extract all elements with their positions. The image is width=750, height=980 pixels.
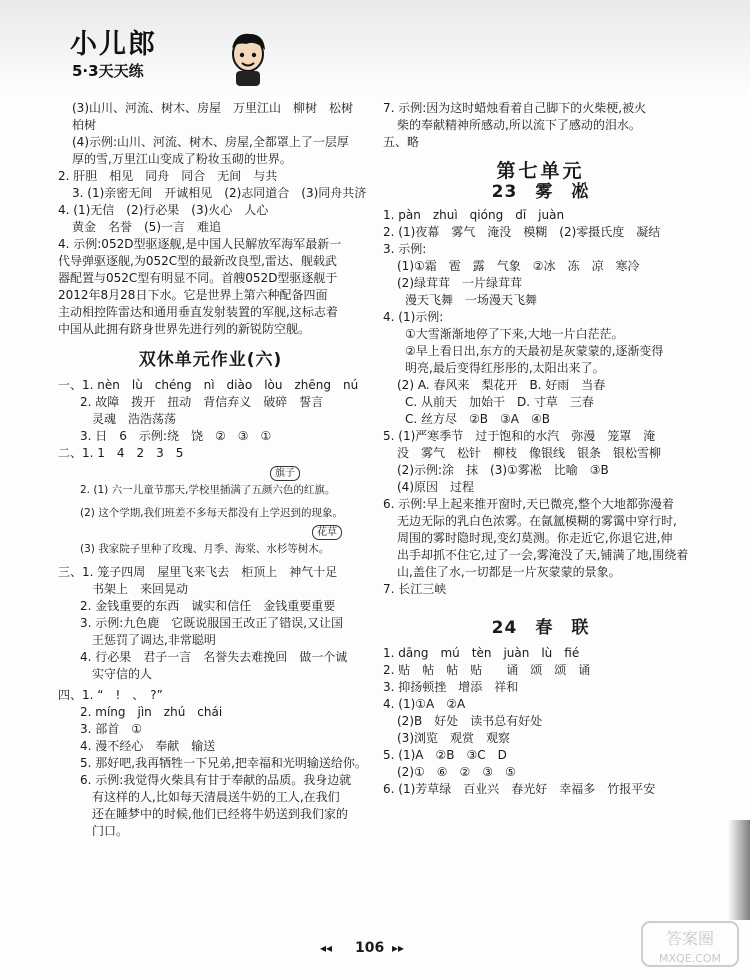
answer-line: 柏树 [72,118,97,132]
svg-text:答案圈: 答案圈 [665,929,715,948]
answer-line: 代导弹驱逐舰,为052C型的最新改良型,雷达、舰载武 [58,254,337,268]
answer-line: 6. 示例:我觉得火柴具有甘于奉献的品质。我身边就 [80,773,352,787]
answer-line: 5. 那好吧,我再牺牲一下兄弟,把幸福和光明输送给你。 [80,756,367,770]
answer-line: (2)示例:涂 抹 (3)①雾凇 比喻 ③B [397,463,609,477]
answer-line: 2. 肝胆 相见 同舟 同合 无间 与共 [58,169,278,183]
answer-line: 2. (1)夜幕 雾气 淹没 模糊 (2)零摄氏度 凝结 [383,225,661,239]
answer-line: (2)B 好处 读书总有好处 [397,714,543,728]
answer-line: (3) 我家院子里种了玫瑰、月季、海棠、水杉等树木。 [80,543,330,555]
page-number: 106 [355,940,385,956]
answer-line: 6. 示例:早上起来推开窗时,天已微亮,整个大地都弥漫着 [383,497,674,511]
prev-page-arrows-icon: ◂◂ [320,941,333,955]
answer-line: 周围的雾时隐时现,变幻莫测。你走近它,你退它进,伸 [397,531,673,545]
answer-line: 4. 行必果 君子一言 名誉失去难挽回 做一个诚 [80,650,348,664]
answer-line: 明亮,最后变得红彤彤的,太阳出来了。 [405,361,605,375]
answer-line: 没 雾气 松针 柳枝 像银线 银条 银松雪柳 [397,446,662,460]
answer-line: 3. 抑扬顿挫 增添 祥和 [383,680,519,694]
answer-line: 1. dāng mú tèn juàn lù fié [383,646,580,660]
answer-line: 1. pàn zhuì qióng dī juàn [383,208,565,222]
answer-line: 3. (1)亲密无间 开诚相见 (2)志同道合 (3)同舟共济 [72,186,367,200]
answer-line: C. 丝方尽 ②B ③A ④B [405,412,550,426]
answer-line: 实守信的人 [92,667,153,681]
answer-line: 4. (1)①A ②A [383,697,466,711]
answer-line: 2. 金钱重要的东西 诚实和信任 金钱重要重要 [80,599,336,613]
answer-line: 二、1. 1 4 2 3 5 [58,446,184,460]
lesson-title: 23 雾 凇 [491,182,590,202]
answer-line: (2)绿茸茸 一片绿茸茸 [397,276,522,290]
answer-line: (2) 这个学期,我们班差不多每天都没有上学迟到的现象。 [80,507,344,519]
answer-line: 有这样的人,比如每天清晨送牛奶的工人,在我们 [92,790,340,804]
correction-note: 花草 [312,525,342,540]
answer-line: 4. 示例:052D型驱逐舰,是中国人民解放军海军最新一 [58,237,342,251]
answer-line: (3)浏览 观赏 观察 [397,731,510,745]
lesson-title: 24 春 联 [491,618,590,638]
answer-line: 王惩罚了调达,非常聪明 [92,633,216,647]
answer-line: 2. 贴 帖 帖 贴 诵 颂 颂 诵 [383,663,591,677]
answer-line: 书架上 来回晃动 [92,582,189,596]
answer-line: 出手却抓不住它,过了一会,雾淹没了天,铺满了地,围绕着 [397,548,689,562]
answer-line: 5. (1)A ②B ③C D [383,748,507,762]
answer-line: (1)①霜 雹 露 气象 ②冰 冻 凉 寒冷 [397,259,640,273]
next-page-arrows-icon: ▸▸ [392,941,405,955]
answer-line: 厚的雪,万里江山变成了粉妆玉砌的世界。 [72,152,292,166]
correction-annotation [58,465,363,482]
answer-line: 黄金 名誉 (5)一言 难追 [72,220,221,234]
answer-line: C. 从前天 加始干 D. 寸草 三春 [405,395,594,409]
brand-title: 小儿郎 [70,29,157,60]
answer-line: 4. (1)示例: [383,310,444,324]
answer-line: 柴的奉献精神所感动,所以流下了感动的泪水。 [397,118,641,132]
answer-line: 主动相控阵雷达和通用垂直发射装置的军舰,这标志着 [58,305,338,319]
answer-line: (2) A. 春风来 梨花开 B. 好雨 当春 [397,378,606,392]
answer-line: 五、略 [383,135,420,149]
answer-line: 一、1. nèn lù chéng nì diào lòu zhēng nú [58,378,359,392]
answer-line: (4)原因 过程 [397,480,474,494]
answer-line: 2. 故障 拨开 扭动 背信弃义 破碎 誓言 [80,395,324,409]
brand-subtitle: 5·3天天练 [72,62,144,80]
answer-line: 2. (1) 六一儿童节那天,学校里插满了五颜六色的红旗。 [80,484,336,496]
page-binding-shadow [728,820,750,920]
answer-line: 5. (1)严寒季节 过于饱和的水汽 弥漫 笼罩 淹 [383,429,656,443]
brand-logo [70,22,220,88]
answer-line: (2)① ⑥ ② ③ ⑤ [397,765,516,779]
answer-line: 山,盖住了水,一切都是一片灰蒙蒙的景象。 [397,565,621,579]
mascot-icon [226,28,270,88]
correction-note: 旗子 [270,466,300,481]
answer-line: 2012年8月28日下水。它是世界上第六种配备四面 [58,288,328,302]
answer-line: ①大雪渐渐地停了下来,大地一片白茫茫。 [405,327,624,341]
answer-line: 无边无际的乳白色浓雾。在氤氲模糊的雾霭中穿行时, [397,514,677,528]
left-column [58,100,367,840]
answer-line: 7. 示例:因为这时蜡烛看着自己脚下的火柴梗,被火 [383,101,647,115]
answer-line: ②早上看日出,东方的天最初是灰蒙蒙的,逐渐变得 [405,344,664,358]
answer-line: 3. 日 6 示例:绕 饶 ② ③ ① [80,429,272,443]
section-title: 双休单元作业(六) [138,350,283,370]
answer-line: 3. 部首 ① [80,722,143,736]
answer-line: 3. 示例: [383,242,427,256]
answer-line: 3. 示例:九色鹿 它既说服国王改正了错误,又让国 [80,616,344,630]
unit-title: 第七单元 [496,160,585,182]
answer-line: 漫天飞舞 一场漫天飞舞 [405,293,538,307]
answer-line: 门口。 [92,824,129,838]
answer-line: 4. 漫不经心 奉献 输送 [80,739,216,753]
answer-line: 中国从此拥有跻身世界先进行列的新锐防空舰。 [58,322,311,336]
watermark-logo [640,918,740,970]
svg-text:MXQE.COM: MXQE.COM [659,952,721,965]
answer-line: 还在睡梦中的时候,他们已经将牛奶送到我们家的 [92,807,348,821]
answer-line: 四、1. “ ! 、 ?” [58,688,163,702]
answer-line: (4)示例:山川、河流、树木、房屋,全都罩上了一层厚 [72,135,349,149]
answer-line: 6. (1)芳草绿 百业兴 春光好 幸福多 竹报平安 [383,782,656,796]
answer-line: 7. 长江三峡 [383,582,447,596]
answer-line: (3)山川、河流、树木、房屋 万里江山 柳树 松树 [72,101,354,115]
answer-line: 2. míng jìn zhú chái [80,705,223,719]
answer-line: 三、1. 笼子四周 屋里飞来飞去 柜顶上 神气十足 [58,565,338,579]
answer-line: 4. (1)无信 (2)行必果 (3)火心 人心 [58,203,269,217]
answer-line: 灵魂 浩浩荡荡 [92,412,177,426]
correction-annotation-2 [58,524,363,541]
right-column [383,100,698,798]
answer-line: 器配置与052C型有明显不同。首艘052D型驱逐舰于 [58,271,338,285]
page-footer [0,932,750,972]
